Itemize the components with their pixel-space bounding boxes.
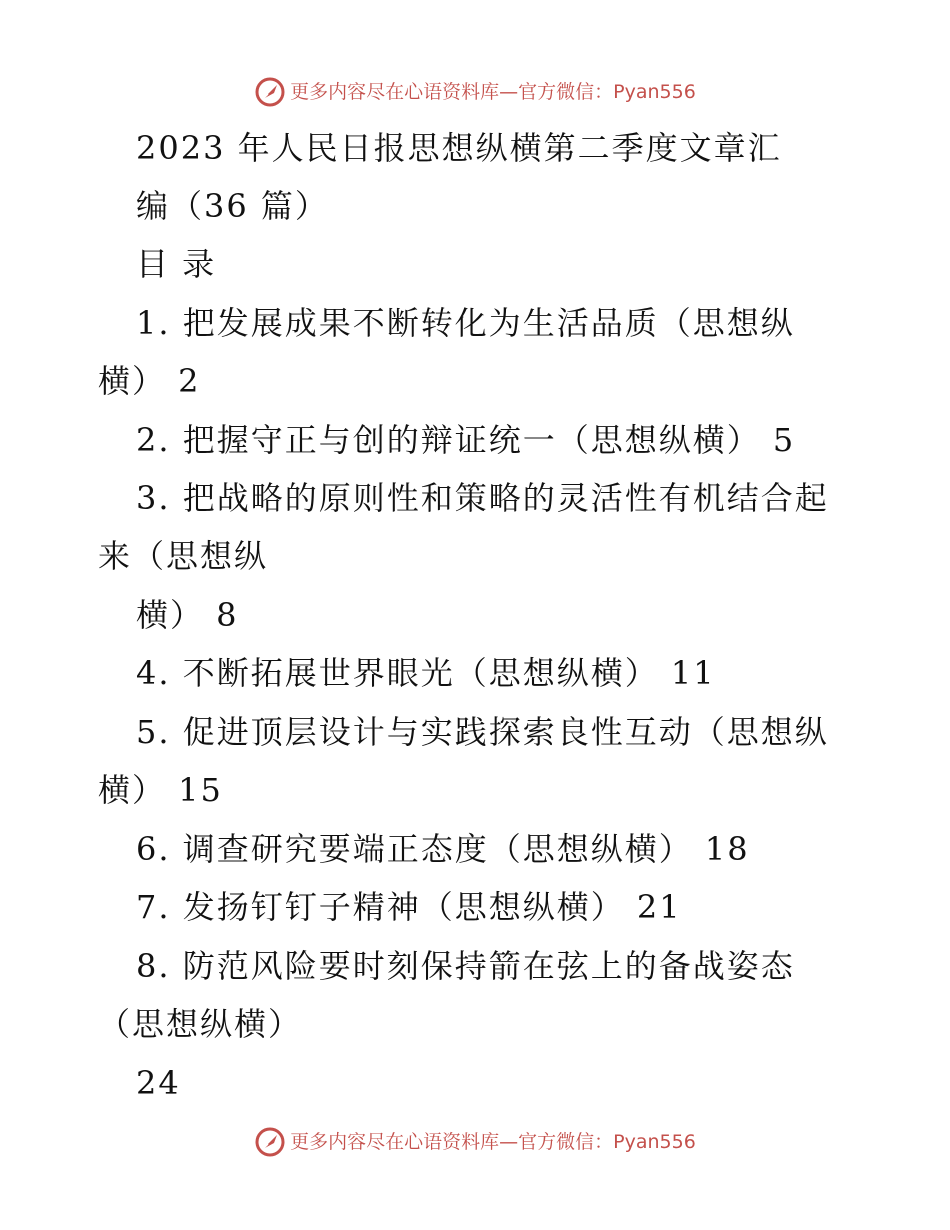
toc-line: 5. 促进顶层设计与实践探索良性互动（思想纵 [136,713,829,751]
toc-line: 横） 15 [98,771,223,809]
toc-line: （思想纵横） [98,1005,303,1043]
footer-watermark [0,1126,950,1158]
quill-logo-icon [254,1126,286,1158]
toc-line: 1. 把发展成果不断转化为生活品质（思想纵 [136,304,795,342]
toc-line: 8. 防范风险要时刻保持箭在弦上的备战姿态 [136,947,795,985]
watermark-wechat-id: Pyan556 [613,81,696,103]
toc-line: 7. 发扬钉钉子精神（思想纵横） 21 [136,888,682,926]
header-watermark [0,76,950,108]
toc-line: 6. 调查研究要端正态度（思想纵横） 18 [136,830,750,868]
watermark-text: 更多内容尽在心语资料库—官方微信： [290,1131,614,1153]
toc-line: 横） 8 [136,596,239,634]
watermark-text: 更多内容尽在心语资料库—官方微信： [290,81,614,103]
quill-logo-icon [254,76,286,108]
toc-line: 4. 不断拓展世界眼光（思想纵横） 11 [136,654,716,692]
document-title-line-2: 编（36 篇） [136,187,329,225]
toc-line: 3. 把战略的原则性和策略的灵活性有机结合起 [136,479,829,517]
watermark-wechat-id: Pyan556 [613,1131,696,1153]
toc-line: 2. 把握守正与创的辩证统一（思想纵横） 5 [136,421,796,459]
toc-line: 来（思想纵 [98,537,269,575]
toc-line: 24 [136,1064,181,1102]
toc-heading: 目 录 [136,245,217,283]
document-title-line-1: 2023 年人民日报思想纵横第二季度文章汇 [136,129,782,167]
toc-line: 横） 2 [98,362,201,400]
